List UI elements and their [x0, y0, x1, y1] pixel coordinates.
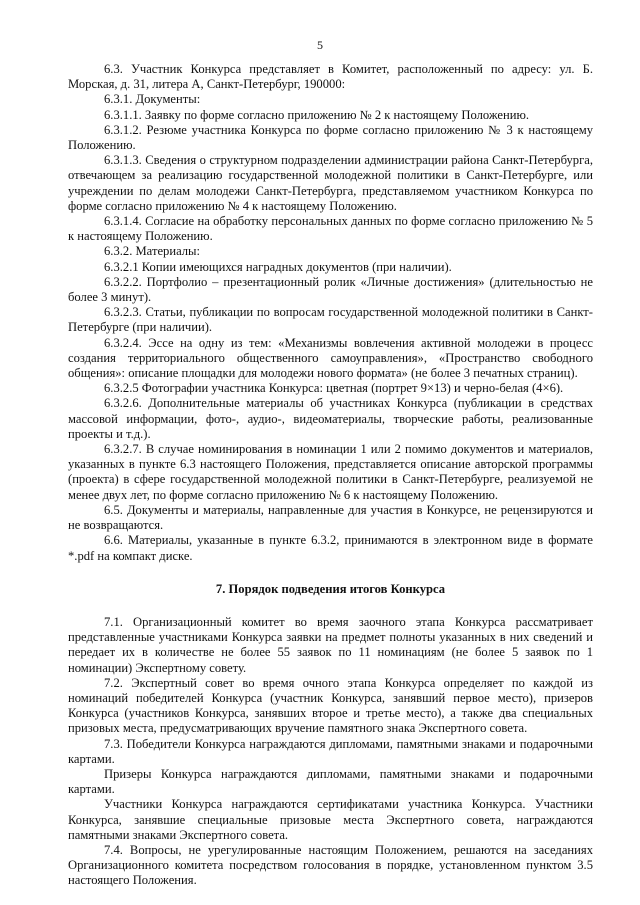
paragraph-7-3: 7.3. Победители Конкурса награждаются дипломами, памятными знаками и подарочными картами. — [68, 736, 593, 766]
paragraph-7-4: 7.4. Вопросы, не урегулированные настоящим Положением, решаются на заседаниях Организационного комитета посредством голосования в порядке, установленном пунктом 3.5 настоящего Положения. — [68, 842, 593, 888]
paragraph-6-3-2-1: 6.3.2.1 Копии имеющихся наградных документов (при наличии). — [104, 259, 452, 274]
paragraph-6-3-2-3: 6.3.2.3. Статьи, публикации по вопросам государственной молодежной политики в Санкт-Петербурге (при наличии). — [68, 305, 593, 335]
paragraph-6-3-1-2: 6.3.1.2. Резюме участника Конкурса по форме согласно приложению № 3 к настоящему Положению. — [68, 122, 593, 153]
paragraph-7-3-participants: Участники Конкурса награждаются сертификатами участника Конкурса. Участники Конкурса, занявшие специальные призовые места Экспертного совета, награждаются памятными знаками Экспертного совета. — [68, 797, 593, 842]
paragraph-6-3-2-7: 6.3.2.7. В случае номинирования в номинации 1 или 2 помимо документов и материалов, указанных в пункте 6.3 настоящего Положения, представляется описание авторской программы (проекта) в сфере государственной молодежной политики в Санкт-Петербурге, реализуемой не менее двух лет, по форме согласно приложению № 6 к настоящему Положению. — [68, 442, 593, 502]
paragraph-6-5: 6.5. Документы и материалы, направленные для участия в Конкурсе, не рецензируются и не возвращаются. — [68, 502, 593, 533]
paragraph-6-3-1-4: 6.3.1.4. Согласие на обработку персональных данных по форме согласно приложению № 5 к настоящему Положению. — [68, 214, 593, 244]
paragraph-6-3-2-6: 6.3.2.6. Дополнительные материалы об участниках Конкурса (публикации в средствах массовой информации, фото-, аудио-, видеоматериалы, творческие работы, реализованные проекты и т.д.). — [68, 396, 593, 441]
paragraph-7-3-prizewinners: Призеры Конкурса награждаются дипломами, памятными знаками и подарочными картами. — [68, 766, 593, 797]
page-number: 5 — [317, 38, 323, 52]
document-body — [68, 62, 593, 889]
paragraph-6-3-1-1: 6.3.1.1. Заявку по форме согласно приложению № 2 к настоящему Положению. — [104, 107, 530, 122]
paragraph-6-3-2-2: 6.3.2.2. Портфолио – презентационный ролик «Личные достижения» (длительностью не более 3 минут). — [68, 274, 593, 305]
paragraph-7-2: 7.2. Экспертный совет во время очного этапа Конкурса определяет по каждой из номинаций победителей Конкурса (участник Конкурса, занявший первое место), призеров Конкурса (участников Конкурса, занявших второе и третье место), а также два специальных призовых места, предусматривающих вручение памятного знака Экспертного совета. — [68, 675, 593, 736]
section-7-title: 7. Порядок подведения итогов Конкурса — [215, 581, 446, 596]
paragraph-6-3-1: 6.3.1. Документы: — [104, 92, 201, 107]
paragraph-6-3-2: 6.3.2. Материалы: — [104, 244, 201, 259]
paragraph-6-3-1-3: 6.3.1.3. Сведения о структурном подразделении администрации района Санкт-Петербурга, отвечающем за реализацию государственной молодежной политики в Санкт-Петербурге, или учреждении по делам молодежи Санкт-Петербурга, представляемом участником Конкурса по форме согласно приложению № 4 к настоящему Положению. — [68, 153, 593, 213]
paragraph-6-3: 6.3. Участник Конкурса представляет в Комитет, расположенный по адресу: ул. Б. Морская, д. 31, литера А, Санкт-Петербург, 190000: — [68, 62, 593, 92]
paragraph-7-1: 7.1. Организационный комитет во время заочного этапа Конкурса рассматривает представленные участниками Конкурса заявки на предмет полноты указанных в них сведений и передает их в количестве не более 55 заявок по 11 номинациям (не более 5 заявок по 1 номинации) Экспертному совету. — [68, 614, 593, 675]
paragraph-6-3-2-4: 6.3.2.4. Эссе на одну из тем: «Механизмы вовлечения активной молодежи в процесс создания территориального общественного самоуправления», «Пространство свободного общения»: описание площадки для молодежи нового формата» (не более 3 печатных страниц). — [68, 335, 593, 381]
paragraph-6-6: 6.6. Материалы, указанные в пункте 6.3.2, принимаются в электронном виде в формате *.pdf на компакт диске. — [68, 533, 593, 563]
paragraph-6-3-2-5: 6.3.2.5 Фотографии участника Конкурса: цветная (портрет 9×13) и черно-белая (4×6). — [104, 381, 564, 396]
